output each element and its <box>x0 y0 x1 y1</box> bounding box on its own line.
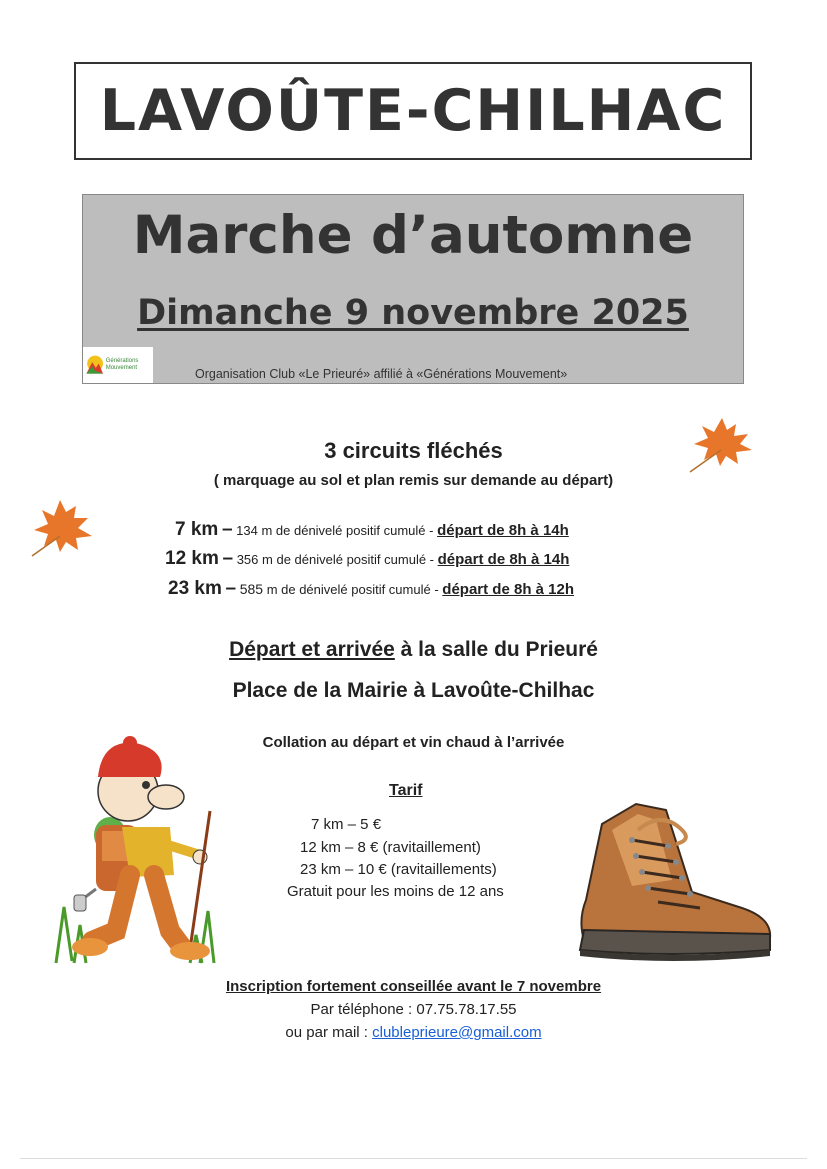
venue-start-finish: Départ et arrivée <box>229 638 395 661</box>
route-elevation-label: m de dénivelé positif cumulé - <box>261 523 434 538</box>
logo-text: Générations Mouvement <box>105 358 139 371</box>
event-title: Marche d’automne <box>132 205 694 266</box>
route-elevation: 585 <box>239 581 264 597</box>
venue-line-1 <box>0 638 827 662</box>
phone-label: Par téléphone : <box>310 1001 413 1018</box>
route-distance: 12 km <box>165 548 219 569</box>
route-departure: départ de 8h à 12h <box>442 581 575 598</box>
email-link[interactable]: clubleprieure@gmail.com <box>372 1024 542 1041</box>
registration-note: Inscription fortement conseillée avant le 7 novembre <box>225 978 602 995</box>
price-item: Gratuit pour les moins de 12 ans <box>287 883 504 900</box>
route-departure: départ de 8h à 14h <box>437 551 570 568</box>
phone-number: 07.75.78.17.55 <box>416 1001 517 1018</box>
tarif-heading: Tarif <box>389 782 423 799</box>
event-date: Dimanche 9 novembre 2025 <box>137 293 689 333</box>
collation-note: Collation au départ et vin chaud à l’arrivée <box>262 734 565 751</box>
route-elevation: 134 <box>236 523 258 538</box>
circuits-subtitle: ( marquage au sol et plan remis sur demande au départ) <box>213 472 614 489</box>
route-row <box>165 548 569 570</box>
page-edge-line <box>20 1158 807 1159</box>
venue-line-2: Place de la Mairie à Lavoûte-Chilhac <box>232 679 595 702</box>
price-item: 23 km – 10 € (ravitaillements) <box>300 861 497 878</box>
hiking-boot-illustration <box>572 800 778 962</box>
venue-hall: à la salle du Prieuré <box>394 638 598 661</box>
route-separator: – <box>225 578 237 599</box>
town-title-box <box>74 62 752 160</box>
route-row <box>175 519 569 541</box>
mail-label: ou par mail : <box>285 1024 368 1041</box>
route-distance: 7 km <box>175 519 219 540</box>
price-item: 12 km – 8 € (ravitaillement) <box>300 839 481 856</box>
generations-mouvement-logo <box>83 347 153 383</box>
event-banner <box>82 194 744 384</box>
route-separator: – <box>221 519 233 540</box>
mail-line <box>0 1024 827 1041</box>
route-distance: 23 km <box>168 578 222 599</box>
town-title: LAVOÛTE-CHILHAC <box>99 78 727 144</box>
hiker-illustration <box>50 735 230 967</box>
route-elevation-label: m de dénivelé positif cumulé - <box>266 582 439 597</box>
route-row <box>168 578 574 600</box>
route-departure: départ de 8h à 14h <box>437 522 569 539</box>
logo-mountain-icon <box>85 349 104 381</box>
route-elevation: 356 <box>236 552 259 567</box>
maple-leaf-icon <box>26 496 98 560</box>
phone-line <box>0 1001 827 1018</box>
route-elevation-label: m de dénivelé positif cumulé - <box>262 552 435 567</box>
circuits-title: 3 circuits fléchés <box>324 438 503 463</box>
route-separator: – <box>222 548 234 569</box>
organizer-note: Organisation Club «Le Prieuré» affilié à «Générations Mouvement» <box>195 367 568 381</box>
price-item: 7 km – 5 € <box>311 816 382 833</box>
